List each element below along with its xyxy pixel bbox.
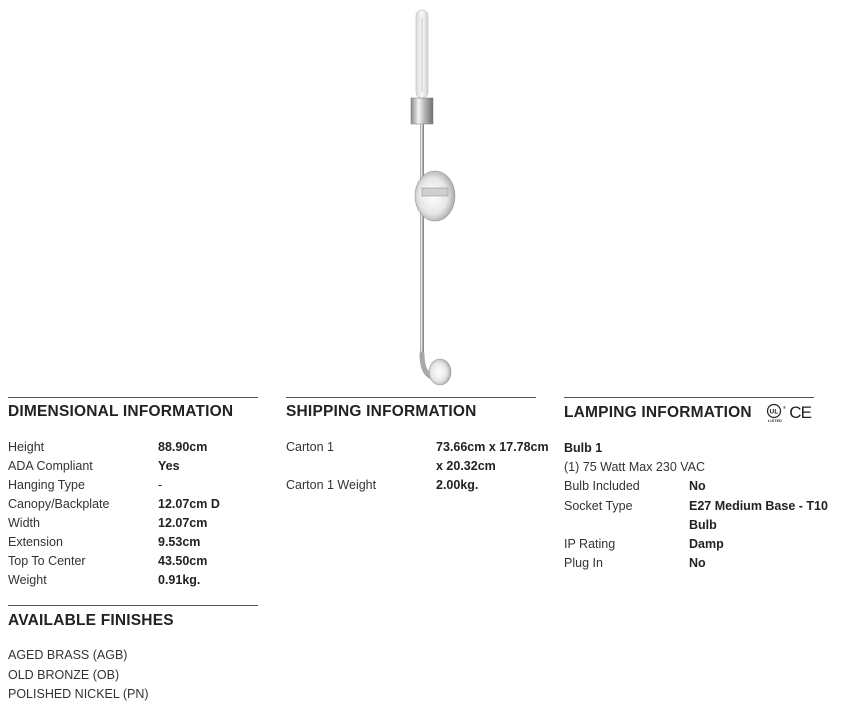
dim-value: Yes [158, 459, 180, 473]
svg-text:®: ® [783, 405, 787, 410]
lamp-value: E27 Medium Base - T10 [689, 499, 828, 513]
dim-label: Width [8, 516, 40, 530]
lamp-value: No [689, 479, 706, 493]
bulb-title: Bulb 1 [564, 441, 603, 455]
lamping-title [564, 403, 839, 423]
wall-sconce-image [380, 4, 480, 388]
dim-value: 12.07cm D [158, 497, 220, 511]
dimensional-section [8, 403, 268, 603]
dim-label: ADA Compliant [8, 459, 93, 473]
dim-label: Height [8, 440, 45, 454]
lamp-value: No [689, 556, 706, 570]
dimensional-title: DIMENSIONAL INFORMATION [8, 403, 234, 420]
dim-label: Canopy/Backplate [8, 497, 110, 511]
dim-value: 43.50cm [158, 554, 208, 568]
dim-label: Top To Center [8, 554, 86, 568]
svg-text:UL: UL [769, 408, 779, 416]
ul-listed-icon [764, 403, 786, 423]
dim-value: 88.90cm [158, 440, 208, 454]
cert-marks [764, 403, 811, 423]
bulb-desc: (1) 75 Watt Max 230 VAC [564, 460, 706, 474]
lamp-label: Socket Type [564, 499, 633, 513]
lamp-label: Plug In [564, 556, 603, 570]
lamp-label: IP Rating [564, 537, 616, 551]
lamping-section [564, 403, 839, 583]
dim-label: Extension [8, 535, 63, 549]
dim-value: - [158, 478, 163, 492]
finish-item: POLISHED NICKEL (PN) [8, 687, 149, 701]
ship-label: Carton 1 Weight [286, 478, 377, 492]
shipping-section [286, 403, 556, 513]
shipping-rule [286, 397, 536, 398]
finish-item: AGED BRASS (AGB) [8, 648, 128, 662]
ship-value: x 20.32cm [436, 459, 496, 473]
finishes-rule [8, 605, 258, 606]
dim-value: 12.07cm [158, 516, 208, 530]
lamping-title-text: LAMPING INFORMATION [564, 404, 752, 422]
lamping-rule [564, 397, 814, 398]
ship-value: 73.66cm x 17.78cm [436, 440, 549, 454]
ce-mark-icon: CE [789, 403, 811, 422]
lamp-value: Bulb [689, 518, 717, 532]
lamp-value: Damp [689, 537, 724, 551]
ship-value: 2.00kg. [436, 478, 479, 492]
finish-item: OLD BRONZE (OB) [8, 668, 120, 682]
shipping-title: SHIPPING INFORMATION [286, 403, 477, 420]
svg-text:LISTED: LISTED [768, 419, 783, 423]
dim-label: Weight [8, 573, 47, 587]
finishes-title: AVAILABLE FINISHES [8, 612, 174, 629]
dim-value: 9.53cm [158, 535, 201, 549]
ship-label: Carton 1 [286, 440, 334, 454]
lamp-label: Bulb Included [564, 479, 640, 493]
dim-label: Hanging Type [8, 478, 85, 492]
dim-value: 0.91kg. [158, 573, 201, 587]
dimensional-rule [8, 397, 258, 398]
